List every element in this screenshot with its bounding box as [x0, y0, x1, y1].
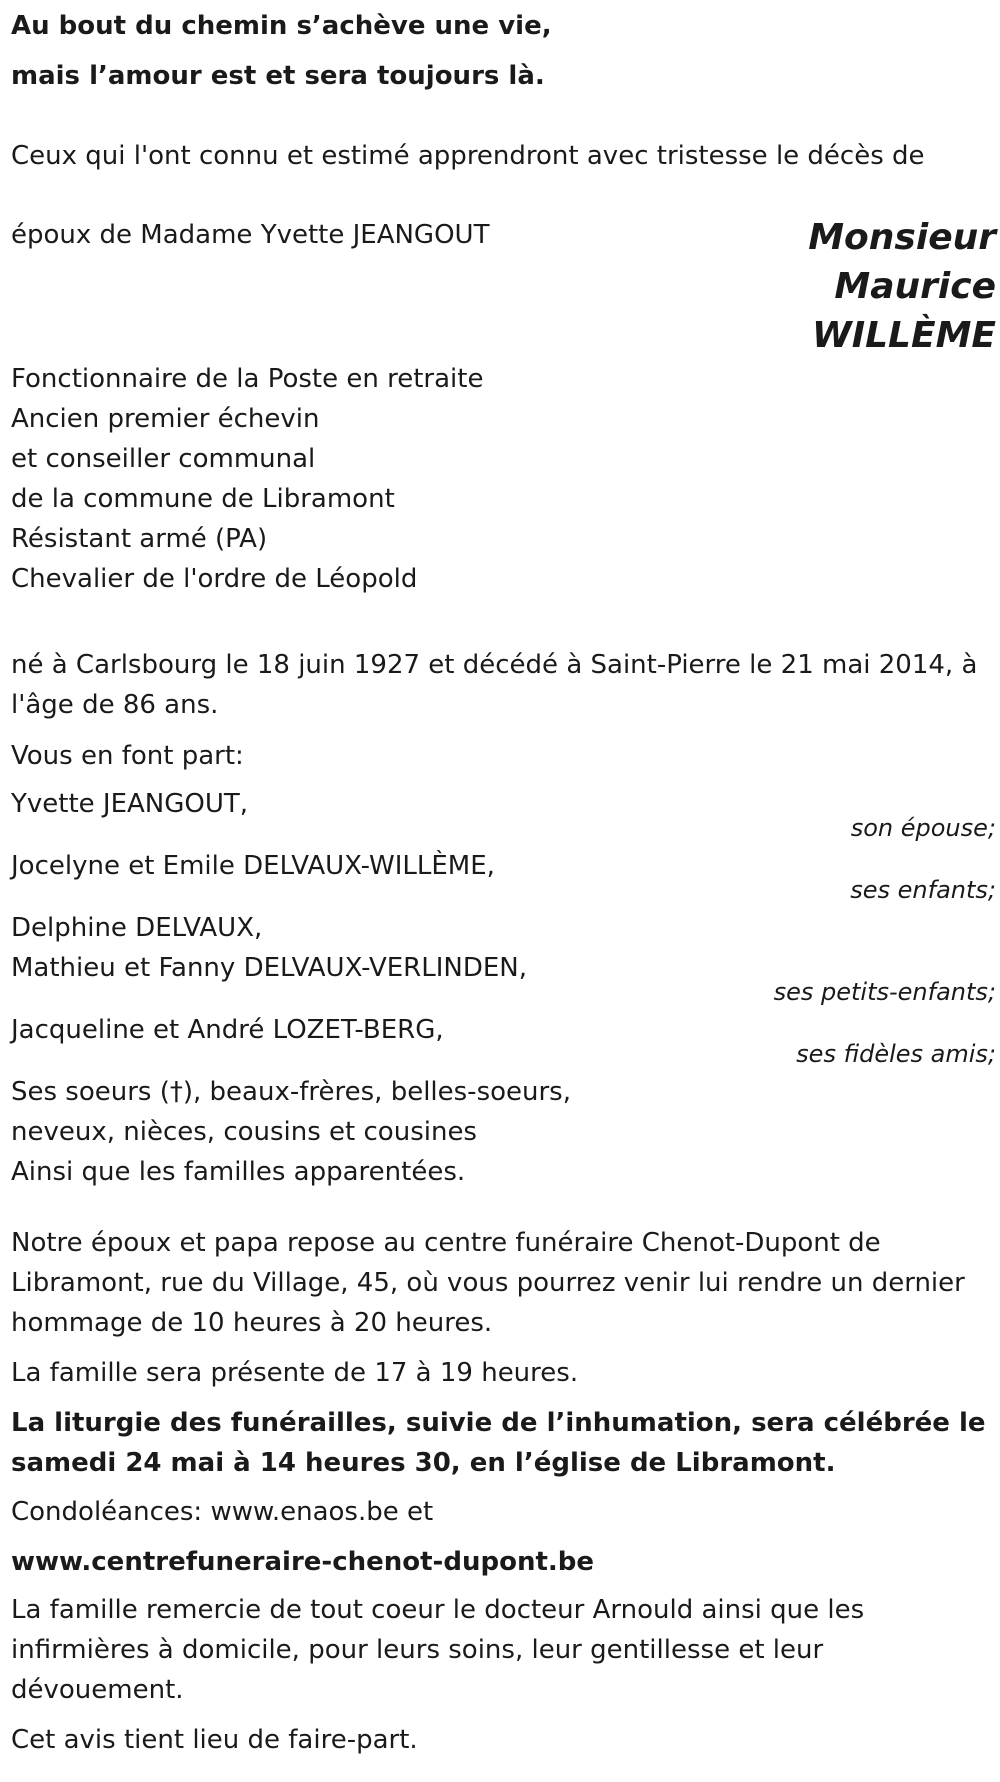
family-presence-text: La famille sera présente de 17 à 19 heures. — [11, 1358, 579, 1388]
birth-death-line-2: l'âge de 86 ans. — [11, 690, 219, 720]
titles-list — [11, 359, 483, 599]
condolences-text: Condoléances: www.enaos.be et — [11, 1497, 434, 1527]
deceased-last-name: WILLÈME — [812, 315, 996, 356]
thanks-line: dévouement. — [11, 1675, 184, 1705]
title-line: Ancien premier échevin — [11, 404, 320, 434]
birth-death-line-1: né à Carlsbourg le 18 juin 1927 et décédé à Saint-Pierre le 21 mai 2014, à — [11, 650, 978, 680]
spouse-line: époux de Madame Yvette JEANGOUT — [11, 220, 490, 250]
deceased-title: Monsieur — [808, 217, 996, 258]
title-line: Résistant armé (PA) — [11, 524, 268, 554]
other-relatives — [11, 1072, 571, 1192]
repose-line: Notre époux et papa repose au centre funéraire Chenot-Dupont de — [11, 1228, 881, 1258]
family-member-group — [11, 908, 527, 988]
title-line: et conseiller communal — [11, 444, 316, 474]
family-relation: ses enfants; — [850, 876, 996, 904]
closing-text: Cet avis tient lieu de faire-part. — [11, 1725, 418, 1755]
thanks-text — [11, 1590, 864, 1710]
liturgy-line: samedi 24 mai à 14 heures 30, en l’église de Libramont. — [11, 1448, 836, 1478]
title-line: Chevalier de l'ordre de Léopold — [11, 564, 418, 594]
repose-line: Libramont, rue du Village, 45, où vous pourrez venir lui rendre un dernier — [11, 1268, 965, 1298]
family-member-name: Delphine DELVAUX, — [11, 913, 263, 943]
website-link[interactable]: www.centrefuneraire-chenot-dupont.be — [11, 1547, 595, 1577]
other-relatives-line: neveux, nièces, cousins et cousines — [11, 1117, 477, 1147]
deceased-name — [808, 213, 996, 360]
announce-text: Vous en font part: — [11, 741, 244, 771]
family-relation: son épouse; — [850, 814, 996, 842]
deceased-first-name: Maurice — [834, 266, 996, 307]
epigraph-line-2: mais l’amour est et sera toujours là. — [11, 61, 545, 91]
family-member-name: Yvette JEANGOUT, — [11, 789, 249, 819]
title-line: de la commune de Libramont — [11, 484, 395, 514]
thanks-line: infirmières à domicile, pour leurs soins, leur gentillesse et leur — [11, 1635, 824, 1665]
family-member-name: Mathieu et Fanny DELVAUX-VERLINDEN, — [11, 953, 528, 983]
family-member-name: Jocelyne et Emile DELVAUX-WILLÈME, — [11, 851, 495, 881]
other-relatives-line: Ainsi que les familles apparentées. — [11, 1157, 466, 1187]
family-member-name: Jacqueline et André LOZET-BERG, — [11, 1015, 444, 1045]
liturgy-line: La liturgie des funérailles, suivie de l’inhumation, sera célébrée le — [11, 1408, 986, 1438]
repose-line: hommage de 10 heures à 20 heures. — [11, 1308, 493, 1338]
epigraph-line-1: Au bout du chemin s’achève une vie, — [11, 11, 552, 41]
family-relation: ses fidèles amis; — [796, 1040, 996, 1068]
repose-text — [11, 1223, 965, 1343]
family-relation: ses petits-enfants; — [773, 978, 996, 1006]
liturgy-text — [11, 1403, 986, 1483]
intro-text: Ceux qui l'ont connu et estimé apprendront avec tristesse le décès de — [11, 141, 925, 171]
birth-death-text — [11, 645, 977, 725]
title-line: Fonctionnaire de la Poste en retraite — [11, 364, 484, 394]
thanks-line: La famille remercie de tout coeur le docteur Arnould ainsi que les — [11, 1595, 865, 1625]
other-relatives-line: Ses soeurs (†), beaux-frères, belles-soeurs, — [11, 1077, 571, 1107]
